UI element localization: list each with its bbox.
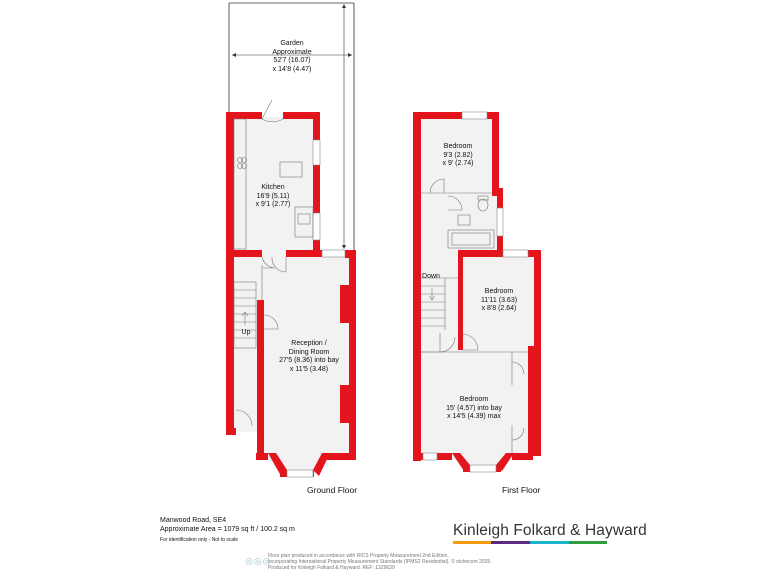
garden-dim-2: x 14'8 (4.47) bbox=[272, 65, 312, 73]
scale-note: For identification only - Not to scale bbox=[160, 537, 239, 543]
bedroom-2-dim-1: 11'11 (3.63) bbox=[480, 296, 518, 304]
bedroom-1-label bbox=[430, 143, 486, 169]
bedroom-3-dim-1: 15' (4.57) into bay bbox=[446, 404, 502, 412]
kitchen-name: Kitchen bbox=[261, 184, 285, 191]
footer-line-3: Produced for Kinleigh Folkard & Hayward. REF: 1329639 bbox=[268, 565, 395, 571]
reception-name: Reception / bbox=[291, 340, 327, 347]
footer-line-1: Floor plan produced in accordance with RICS Property Measurement 2nd Edition, bbox=[268, 553, 449, 559]
reception-name-2: Dining Room bbox=[288, 348, 330, 356]
brand-bar-green bbox=[569, 541, 607, 544]
ground-floor-plan bbox=[226, 100, 356, 477]
stairs-up-text: Up bbox=[241, 329, 251, 336]
footer-line-2: Incorporating International Property Measurement Standards (IPMS2 Residential). © nichecom 2025. bbox=[268, 559, 492, 565]
stairs-down-label bbox=[418, 273, 444, 282]
reception-dim-1: 27'5 (8.36) into bay bbox=[279, 357, 339, 364]
brand-bar-orange bbox=[453, 541, 491, 544]
bedroom-2-dim-2: x 8'8 (2.64) bbox=[481, 305, 517, 312]
bedroom-1-dim-1: 9'3 (2.82) bbox=[443, 151, 473, 159]
garden-label bbox=[256, 40, 328, 74]
kitchen-label bbox=[238, 184, 308, 210]
bedroom-2-name: Bedroom bbox=[484, 288, 514, 295]
kitchen-dim-2: x 9'1 (2.77) bbox=[255, 201, 291, 208]
stairs-down-text: Down bbox=[422, 273, 440, 280]
bedroom-1-name: Bedroom bbox=[443, 143, 473, 150]
reception-dim-2: x 11'5 (3.48) bbox=[289, 365, 329, 373]
first-floor-label: First Floor bbox=[502, 485, 541, 495]
bedroom-3-dim-2: x 14'5 (4.39) max bbox=[447, 413, 501, 420]
footer-text bbox=[268, 553, 492, 571]
bedroom-3-label bbox=[430, 396, 518, 422]
brand-logo-text: Kinleigh Folkard & Hayward bbox=[453, 522, 647, 539]
bedroom-2-label bbox=[468, 288, 530, 314]
address-text: Manwood Road, SE4 bbox=[160, 517, 227, 524]
stairs-up-label bbox=[236, 329, 256, 338]
reception-label bbox=[268, 340, 350, 374]
certification-icons: ◎◎◎ bbox=[245, 556, 272, 566]
ground-floor-label: Ground Floor bbox=[307, 485, 358, 495]
brand-bar-purple bbox=[491, 541, 530, 544]
brand-bar-cyan bbox=[530, 541, 569, 544]
bedroom-1-dim-2: x 9' (2.74) bbox=[442, 160, 474, 167]
area-text: Approximate Area = 1079 sq ft / 100.2 sq m bbox=[160, 526, 295, 533]
garden-name-2: Approximate bbox=[272, 48, 312, 56]
bedroom-3-name: Bedroom bbox=[459, 396, 489, 403]
garden-name: Garden bbox=[280, 40, 304, 47]
kitchen-dim-1: 16'9 (5.11) bbox=[256, 192, 290, 200]
garden-dim-1: 52'7 (16.07) bbox=[273, 57, 311, 64]
